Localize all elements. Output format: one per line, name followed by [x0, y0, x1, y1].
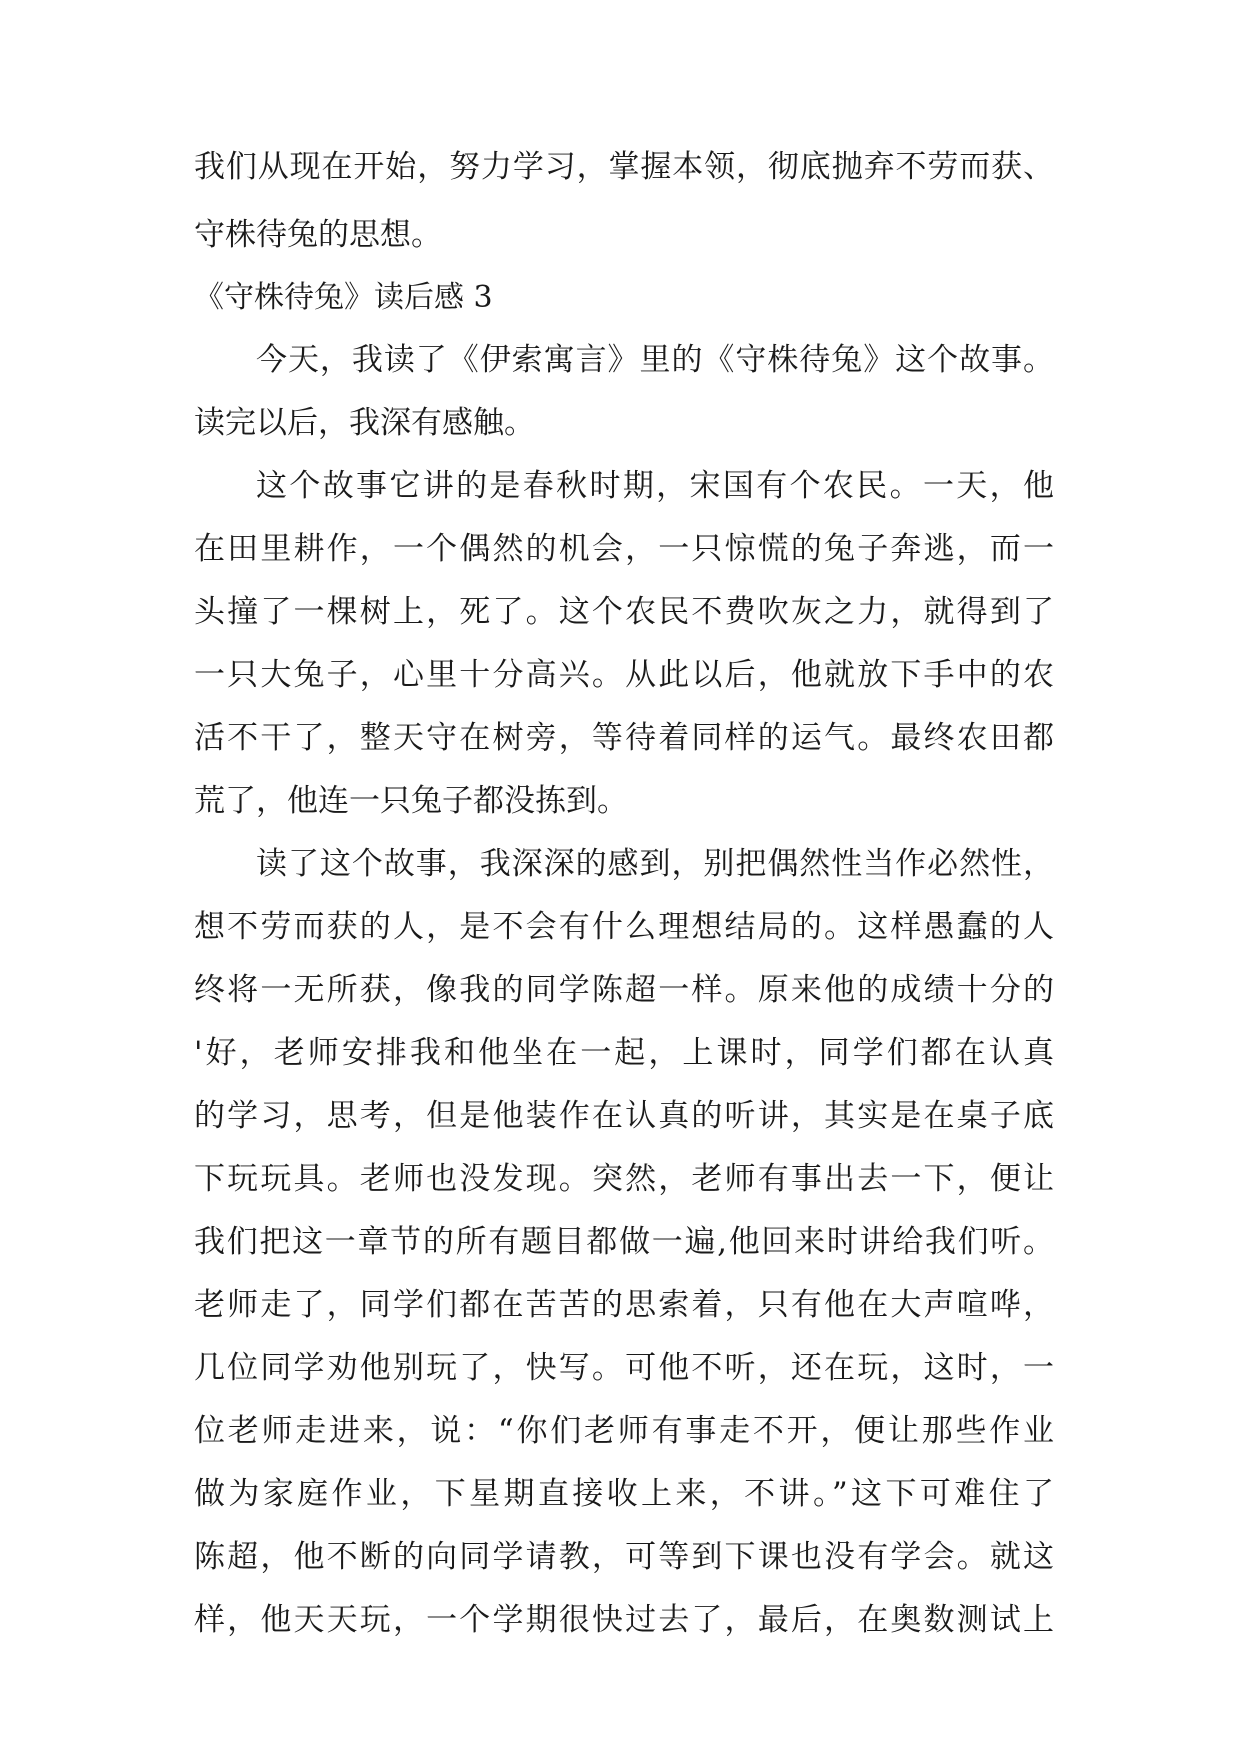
paragraph-line: 头撞了一棵树上，死了。这个农民不费吹灰之力，就得到了	[194, 594, 1054, 630]
paragraph-line: 读了这个故事，我深深的感到，别把偶然性当作必然性，	[256, 846, 1054, 882]
paragraph-line: 在田里耕作，一个偶然的机会，一只惊慌的兔子奔逃，而一	[194, 531, 1054, 567]
paragraph-line: 终将一无所获，像我的同学陈超一样。原来他的成绩十分的	[194, 972, 1054, 1008]
paragraph-line: 做为家庭作业，下星期直接收上来，不讲。”这下可难住了	[194, 1476, 1054, 1512]
section-heading: 《守株待兔》读后感 3	[194, 280, 493, 315]
paragraph-line: '好，老师安排我和他坐在一起，上课时，同学们都在认真	[194, 1035, 1054, 1071]
paragraph-line: 想不劳而获的人，是不会有什么理想结局的。这样愚蠢的人	[194, 909, 1054, 945]
paragraph-line: 这个故事它讲的是春秋时期，宋国有个农民。一天，他	[256, 468, 1054, 504]
paragraph-line: 位老师走进来，说：“你们老师有事走不开，便让那些作业	[194, 1413, 1054, 1449]
paragraph-line: 样，他天天玩，一个学期很快过去了，最后，在奥数测试上	[194, 1602, 1054, 1638]
paragraph-line: 守株待兔的思想。	[194, 217, 442, 253]
paragraph-line: 今天，我读了《伊索寓言》里的《守株待兔》这个故事。	[256, 342, 1054, 378]
paragraph-line: 读完以后，我深有感触。	[194, 405, 535, 441]
paragraph-line: 老师走了，同学们都在苦苦的思索着，只有他在大声喧哗，	[194, 1287, 1054, 1323]
paragraph-line: 荒了，他连一只兔子都没拣到。	[194, 783, 628, 819]
paragraph-line: 几位同学劝他别玩了，快写。可他不听，还在玩，这时，一	[194, 1350, 1054, 1386]
paragraph-line: 活不干了，整天守在树旁，等待着同样的运气。最终农田都	[194, 720, 1054, 756]
paragraph-line: 一只大兔子，心里十分高兴。从此以后，他就放下手中的农	[194, 657, 1054, 693]
paragraph-line: 下玩玩具。老师也没发现。突然，老师有事出去一下，便让	[194, 1161, 1054, 1197]
paragraph-line: 我们把这一章节的所有题目都做一遍,他回来时讲给我们听。	[194, 1224, 1054, 1260]
paragraph-line: 我们从现在开始，努力学习，掌握本领，彻底抛弃不劳而获、	[194, 149, 1054, 185]
paragraph-line: 的学习，思考，但是他装作在认真的听讲，其实是在桌子底	[194, 1098, 1054, 1134]
paragraph-line: 陈超，他不断的向同学请教，可等到下课也没有学会。就这	[194, 1539, 1054, 1575]
